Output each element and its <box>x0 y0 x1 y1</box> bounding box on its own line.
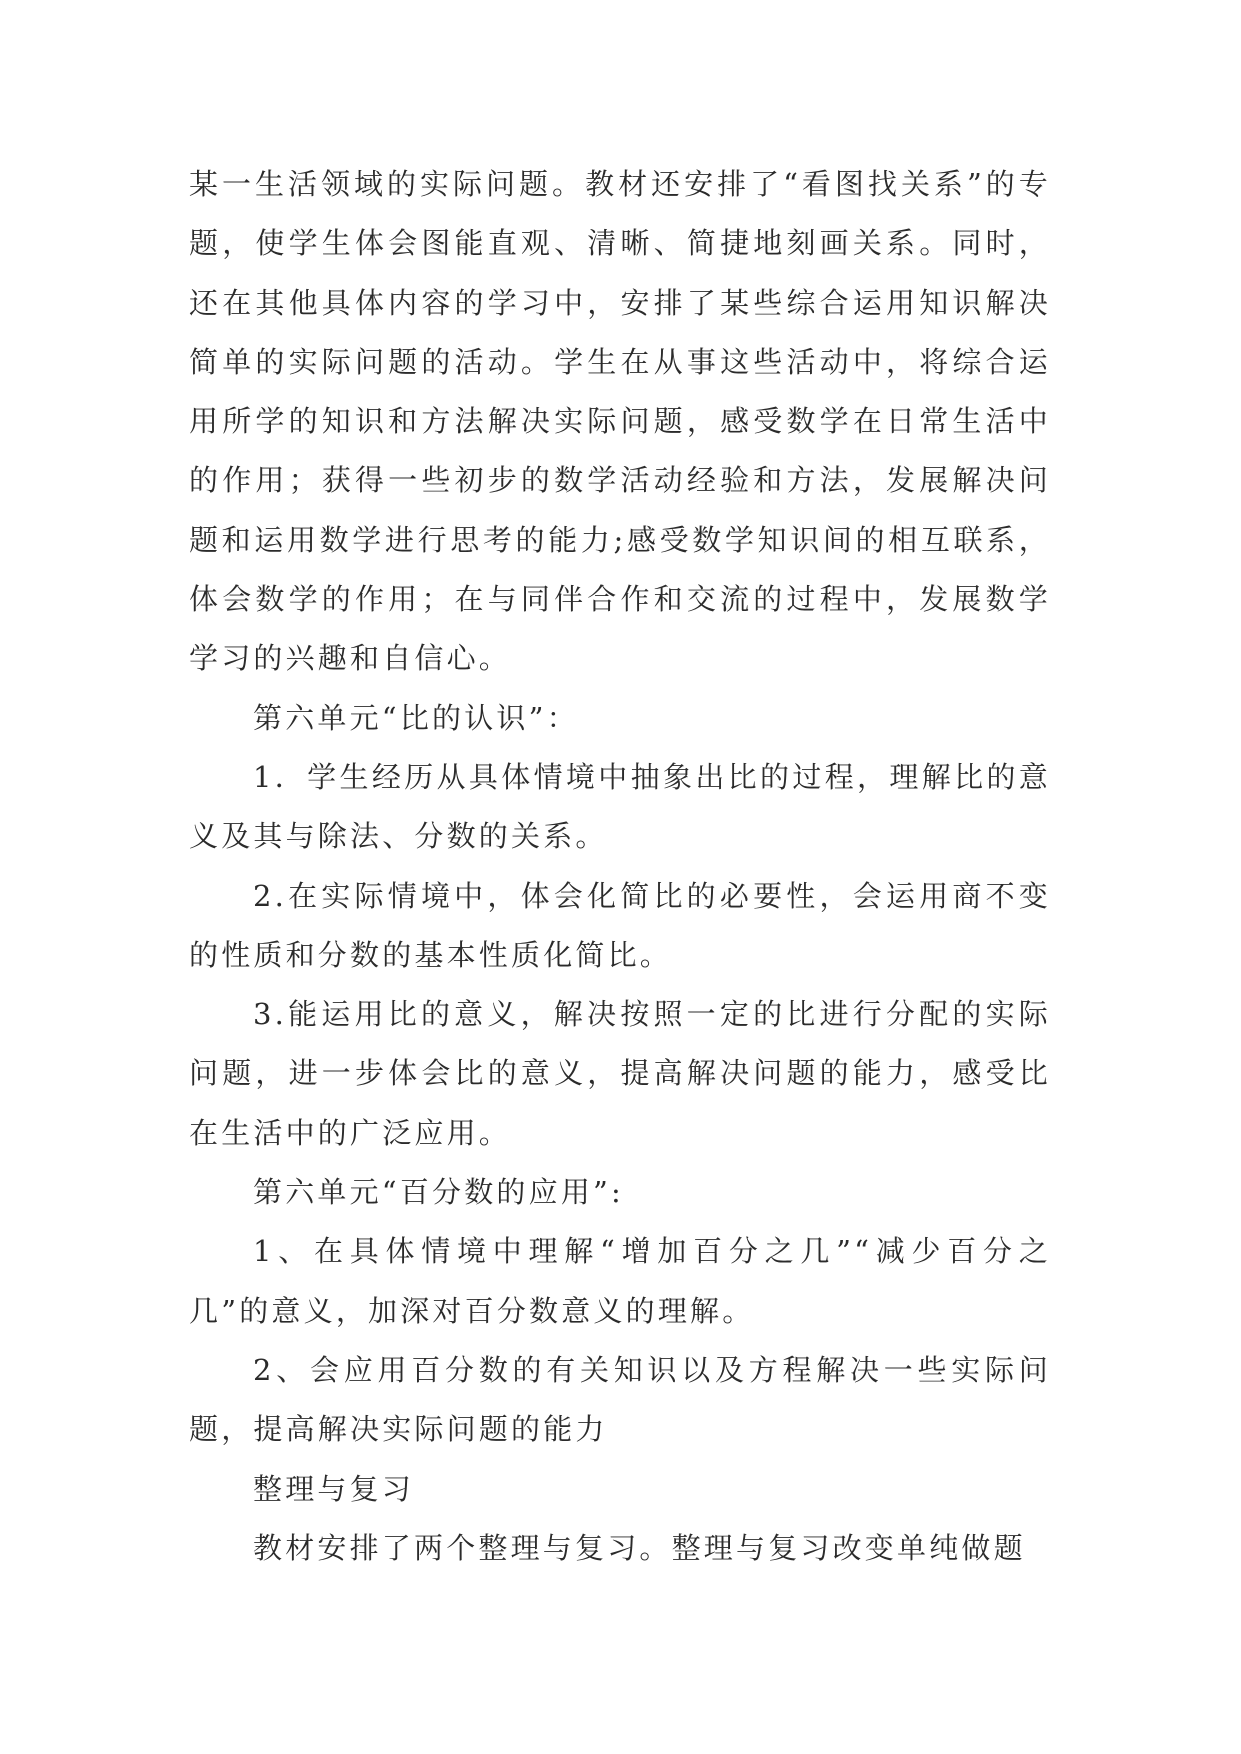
paragraph-ratio-goal-2: 2.在实际情境中，体会化简比的必要性，会运用商不变的性质和分数的基本性质化简比。 <box>189 878 1051 972</box>
paragraph-continuation: 某一生活领域的实际问题。教材还安排了“看图找关系”的专题，使学生体会图能直观、清晰、简捷地刻画关系。同时，还在其他具体内容的学习中，安排了某些综合运用知识解决简单的实际问题的活动。学生在从事这些活动中，将综合运用所学的知识和方法解决实际问题，感受数学在日常生活中的作用；获得一些初步的数学活动经验和方法，发展解决问题和运用数学进行思考的能力;感受数学知识间的相互联系，体会数学的作用；在与同伴合作和交流的过程中，发展数学学习的兴趣和自信心。 <box>189 167 1051 676</box>
paragraph-unit-percent-heading: 第六单元“百分数的应用”: <box>253 1175 625 1210</box>
paragraph-ratio-goal-1: 1．学生经历从具体情境中抽象出比的过程，理解比的意义及其与除法、分数的关系。 <box>189 759 1051 854</box>
paragraph-ratio-goal-3: 3.能运用比的意义，解决按照一定的比进行分配的实际问题，进一步体会比的意义，提高解决问题的能力，感受比在生活中的广泛应用。 <box>189 997 1051 1150</box>
paragraph-review-body: 教材安排了两个整理与复习。整理与复习改变单纯做题 <box>253 1530 1026 1565</box>
document-body <box>189 155 1051 1578</box>
paragraph-percent-goal-1: 1、在具体情境中理解“增加百分之几”“减少百分之几”的意义，加深对百分数意义的理解。 <box>189 1234 1051 1328</box>
paragraph-unit-ratio-heading: 第六单元“比的认识”： <box>253 700 579 735</box>
paragraph-review-heading: 整理与复习 <box>253 1471 415 1506</box>
paragraph-percent-goal-2: 2、会应用百分数的有关知识以及方程解决一些实际问题，提高解决实际问题的能力 <box>189 1352 1051 1447</box>
